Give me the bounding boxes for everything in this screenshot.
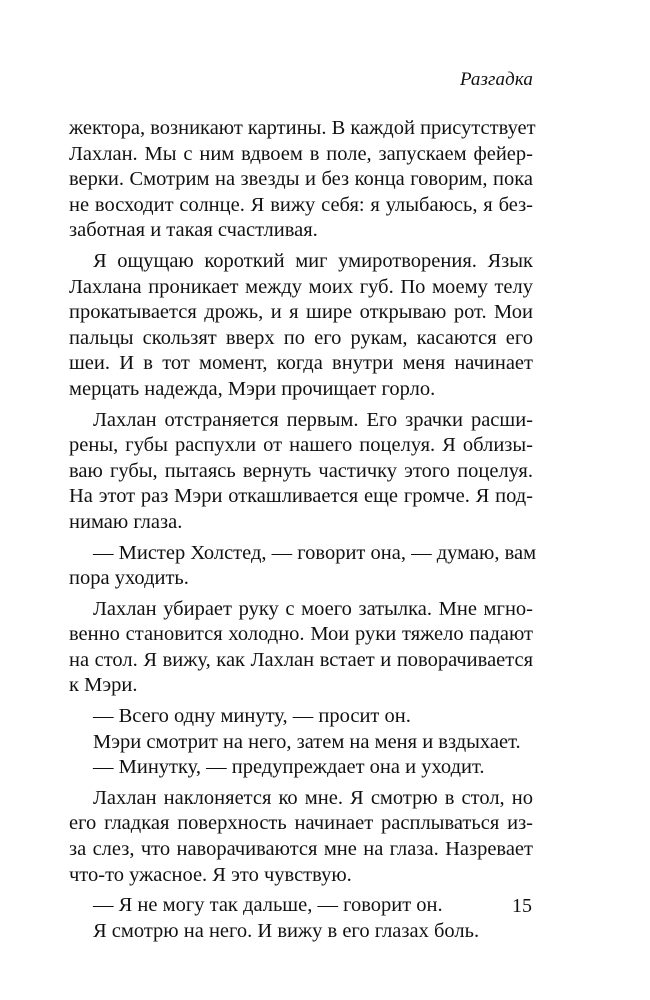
text-line: Лахлан отстраняется первым. Его зрачки расши-: [93, 408, 533, 431]
text-line: венно становится холодно. Мои руки тяжело падают: [69, 623, 533, 646]
text-line: Я ощущаю короткий миг умиротворения. Язык: [93, 249, 533, 272]
text-line: — Всего одну минуту, — просит он.: [93, 705, 411, 728]
text-line: ваю губы, пытаясь вернуть частичку этого поцелуя.: [69, 459, 533, 482]
text-line: за слез, что наворачиваются мне на глаза. Назревает: [69, 838, 533, 861]
text-line: Я смотрю на него. И вижу в его глазах боль.: [93, 919, 480, 942]
body-text: [69, 116, 537, 944]
text-line: к Мэри.: [69, 674, 138, 697]
text-line: Мэри смотрит на него, затем на меня и вздыхает.: [93, 730, 521, 753]
text-line: Лахлана проникает между моих губ. По моему телу: [69, 275, 533, 298]
text-line: — Я не могу так дальше, — говорит он.: [93, 894, 443, 917]
text-line: жектора, возникают картины. В каждой присутствует: [69, 117, 536, 139]
text-line: верки. Смотрим на звезды и без конца говорим, пока: [69, 168, 533, 191]
text-line: На этот раз Мэри откашливается еще громче. Я под-: [69, 485, 533, 508]
running-header-title: Разгадка: [459, 69, 533, 90]
text-line: пора уходить.: [69, 567, 189, 590]
text-line: шеи. И в тот момент, когда внутри меня начинает: [69, 352, 533, 375]
text-line: пальцы скользят вверх по его рукам, касаются его: [69, 326, 533, 349]
text-line: не восходит солнце. Я вижу себя: я улыбаюсь, я без-: [69, 193, 533, 216]
text-line: его гладкая поверхность начинает расплываться из-: [69, 812, 533, 835]
text-line: рены, губы распухли от нашего поцелуя. Я облизы-: [69, 434, 533, 457]
text-line: мерцать надежда, Мэри прочищает горло.: [69, 377, 436, 400]
text-line: заботная и такая счастливая.: [69, 219, 318, 242]
text-line: на стол. Я вижу, как Лахлан встает и поворачивается: [69, 648, 533, 671]
text-line: Лахлан наклоняется ко мне. Я смотрю в стол, но: [93, 786, 533, 809]
text-line: нимаю глаза.: [69, 510, 183, 533]
text-line: Лахлан убирает руку с моего затылка. Мне мгно-: [93, 597, 533, 620]
text-line: — Минутку, — предупреждает она и уходит.: [93, 756, 485, 779]
text-line: что-то ужасное. Я это чувствую.: [69, 863, 352, 886]
text-line: прокатывается дрожь, и я шире открываю рот. Мои: [69, 301, 533, 324]
text-line: — Мистер Холстед, — говорит она, — думаю, вам: [93, 541, 537, 564]
text-line: Лахлан. Мы с ним вдвоем в поле, запускаем фейер-: [69, 142, 533, 165]
page-number: 15: [512, 895, 532, 917]
